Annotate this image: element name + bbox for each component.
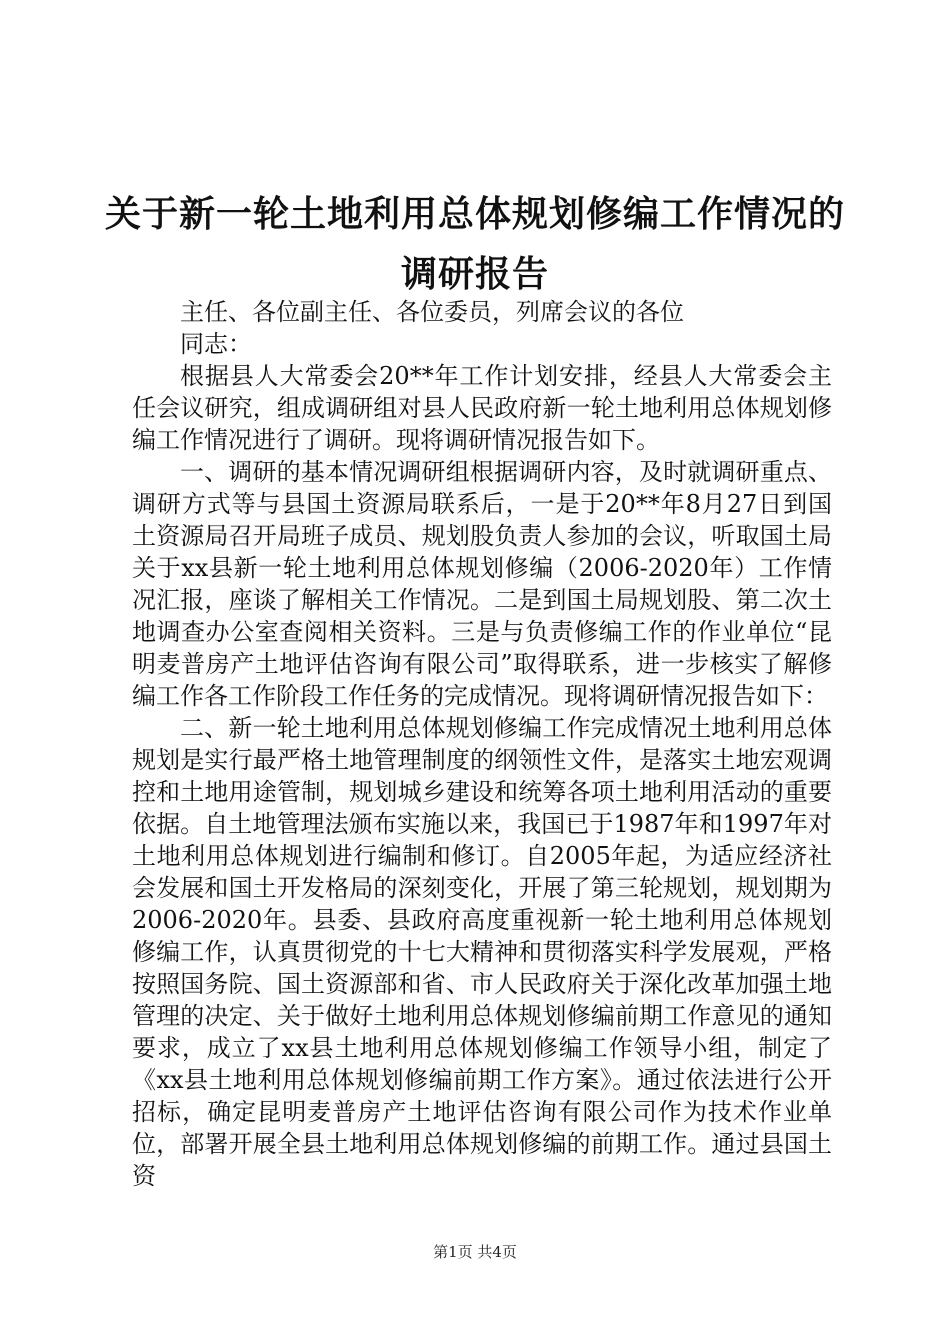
page-number-footer: 第1页 共4页 (433, 1243, 517, 1261)
paragraph-section-2: 二、新一轮土地利用总体规划修编工作完成情况土地利用总体规划是实行最严格土地管理制度的纲领性文件，是落实土地宏观调控和土地用途管制，规划城乡建设和统筹各项土地利用活动的重要依据。自土地管理法颁布实施以来，我国已于1987年和1997年对土地利用总体规划进行编制和修订。自2005年起，为适应经济社会发展和国土开发格局的深刻变化，开展了第三轮规划，规划期为2006-2020年。县委、县政府高度重视新一轮土地利用总体规划修编工作，认真贯彻党的十七大精神和贯彻落实科学发展观，严格按照国务院、国土资源部和省、市人民政府关于深化改革加强土地管理的决定、关于做好土地利用总体规划修编前期工作意见的通知要求，成立了xx县土地利用总体规划修编工作领导小组，制定了《xx县土地利用总体规划修编前期工作方案》。通过依法进行公开招标，确定昆明麦普房产土地评估咨询有限公司作为技术作业单位，部署开展全县土地利用总体规划修编的前期工作。通过县国土资 (132, 714, 832, 1190)
document-body (132, 296, 832, 1192)
paragraph-section-1: 一、调研的基本情况调研组根据调研内容，及时就调研重点、调研方式等与县国土资源局联系后，一是于20**年8月27日到国土资源局召开局班子成员、规划股负责人参加的会议，听取国土局关于xx县新一轮土地利用总体规划修编（2006-2020年）工作情况汇报，座谈了解相关工作情况。二是到国土局规划股、第二次土地调查办公室查阅相关资料。三是与负责修编工作的作业单位“昆明麦普房产土地评估咨询有限公司”取得联系，进一步核实了解修编工作各工作阶段工作任务的完成情况。现将调研情况报告如下： (132, 458, 832, 710)
salutation-line-2: 同志： (180, 330, 252, 358)
document-title-line-1: 关于新一轮土地利用总体规划修编工作情况的 (104, 194, 845, 235)
paragraph-intro: 根据县人大常委会20**年工作计划安排，经县人大常委会主任会议研究，组成调研组对县人民政府新一轮土地利用总体规划修编工作情况进行了调研。现将调研情况报告如下。 (132, 362, 832, 454)
salutation-line-1: 主任、各位副主任、各位委员，列席会议的各位 (180, 298, 684, 326)
document-title-line-2: 调研报告 (400, 254, 549, 295)
